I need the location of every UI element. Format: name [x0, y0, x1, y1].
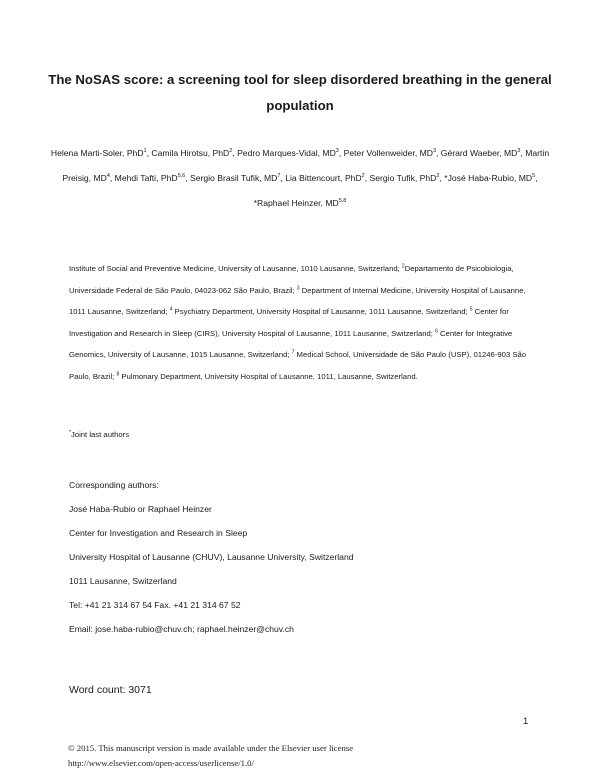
author-affiliation-marker: 3	[432, 148, 437, 155]
affiliation-marker: 3	[296, 285, 300, 292]
affiliations	[69, 258, 534, 388]
corresponding-names: José Haba-Rubio or Raphael Heinzer	[69, 504, 212, 514]
author-name: , Martin Preisig, MD	[62, 148, 550, 183]
affiliation-text: Institute of Social and Preventive Medicine, University of Lausanne, 1010 Lausanne, Switzerland;	[69, 264, 402, 273]
author-affiliation-marker: 2	[361, 173, 365, 180]
affiliation-text: Department of Internal Medicine, University Hospital of Lausanne, 1011 Lausanne, Switzerland;	[69, 285, 526, 317]
author-affiliation-marker: 5	[532, 173, 536, 180]
corresponding-heading: Corresponding authors:	[69, 480, 159, 490]
affiliation-marker: 6	[435, 328, 438, 335]
author-name: , Sergio Brasil Tufik, MD	[185, 173, 278, 183]
corresponding-center: Center for Investigation and Research in Sleep	[69, 528, 248, 538]
affiliation-text: Center for Investigation and Research in Sleep (CIRS), University Hospital of Lausanne, 1011 Lausanne, Switzerland;	[69, 307, 509, 338]
affiliation-marker: 8	[116, 371, 120, 378]
author-name: , Camila Hirotsu, PhD	[146, 148, 230, 158]
author-affiliation-marker: 1	[143, 148, 147, 155]
corresponding-phone: Tel: +41 21 314 67 54 Fax. +41 21 314 67 52	[69, 600, 241, 610]
author-affiliation-marker: 4	[106, 173, 110, 180]
affiliation-text: Psychiatry Department, University Hospital of Lausanne, 1011 Lausanne, Switzerland;	[172, 307, 470, 317]
author-affiliation-marker: 3	[335, 148, 339, 155]
joint-note-text: Joint last authors	[70, 430, 130, 439]
license-notice: © 2015. This manuscript version is made available under the Elsevier user license	[68, 743, 354, 753]
author-affiliation-marker: 2	[436, 173, 440, 180]
corresponding-city: 1011 Lausanne, Switzerland	[69, 576, 177, 586]
affiliation-marker: 4	[169, 306, 173, 313]
affiliation-text: Pulmonary Department, University Hospital of Lausanne, 1011, Lausanne, Switzerland.	[119, 371, 418, 381]
license-url: http://www.elsevier.com/open-access/userlicense/1.0/	[68, 758, 254, 768]
author-affiliation-marker: 5,8	[338, 198, 347, 205]
author-name: , Peter Vollenweider, MD	[338, 148, 433, 158]
paper-title-line-1: The NoSAS score: a screening tool for sleep disordered breathing in the general	[48, 72, 552, 87]
author-name: Helena Marti-Soler, PhD	[50, 148, 144, 158]
joint-last-authors-note	[69, 430, 129, 439]
author-list	[48, 141, 552, 216]
author-name: , Sergio Tufik, PhD	[364, 173, 437, 183]
affiliation-text: Medical School, Universidade de São Paulo (USP), 01246-903 São Paulo, Brazil;	[69, 350, 527, 381]
author-affiliation-marker: 2	[229, 148, 233, 155]
word-count: Word count: 3071	[69, 684, 152, 696]
author-name: , Pedro Marques-Vidal, MD	[232, 148, 336, 158]
author-affiliation-marker: 7	[277, 173, 281, 180]
author-affiliation-marker: 5,6	[177, 173, 186, 180]
affiliation-text: Departamento de Psicobiologia, Universidade Federal de São Paulo, 04023-062 São Paulo, Brazil;	[69, 264, 514, 295]
author-affiliation-marker: 3	[517, 148, 521, 155]
asterisk-marker: *	[69, 429, 71, 436]
page-number: 1	[523, 716, 529, 727]
affiliation-marker: 7	[291, 349, 295, 356]
affiliation-text: Center for Integrative Genomics, University of Lausanne, 1015 Lausanne, Switzerland;	[69, 328, 513, 360]
author-name: , Lia Bittencourt, PhD	[280, 173, 362, 183]
paper-title-line-2: population	[266, 98, 334, 113]
corresponding-hospital: University Hospital of Lausanne (CHUV), Lausanne University, Switzerland	[69, 552, 354, 562]
author-name: , *José Haba-Rubio, MD	[439, 173, 533, 183]
author-name: , *Raphael Heinzer, MD	[253, 173, 538, 208]
affiliation-marker: 5	[469, 306, 473, 313]
corresponding-email: Email: jose.haba-rubio@chuv.ch; raphael.heinzer@chuv.ch	[69, 624, 294, 634]
author-name: , Mehdi Tafti, PhD	[109, 173, 178, 183]
author-name: , Gérard Waeber, MD	[436, 148, 518, 158]
affiliation-marker: 2	[401, 263, 405, 270]
